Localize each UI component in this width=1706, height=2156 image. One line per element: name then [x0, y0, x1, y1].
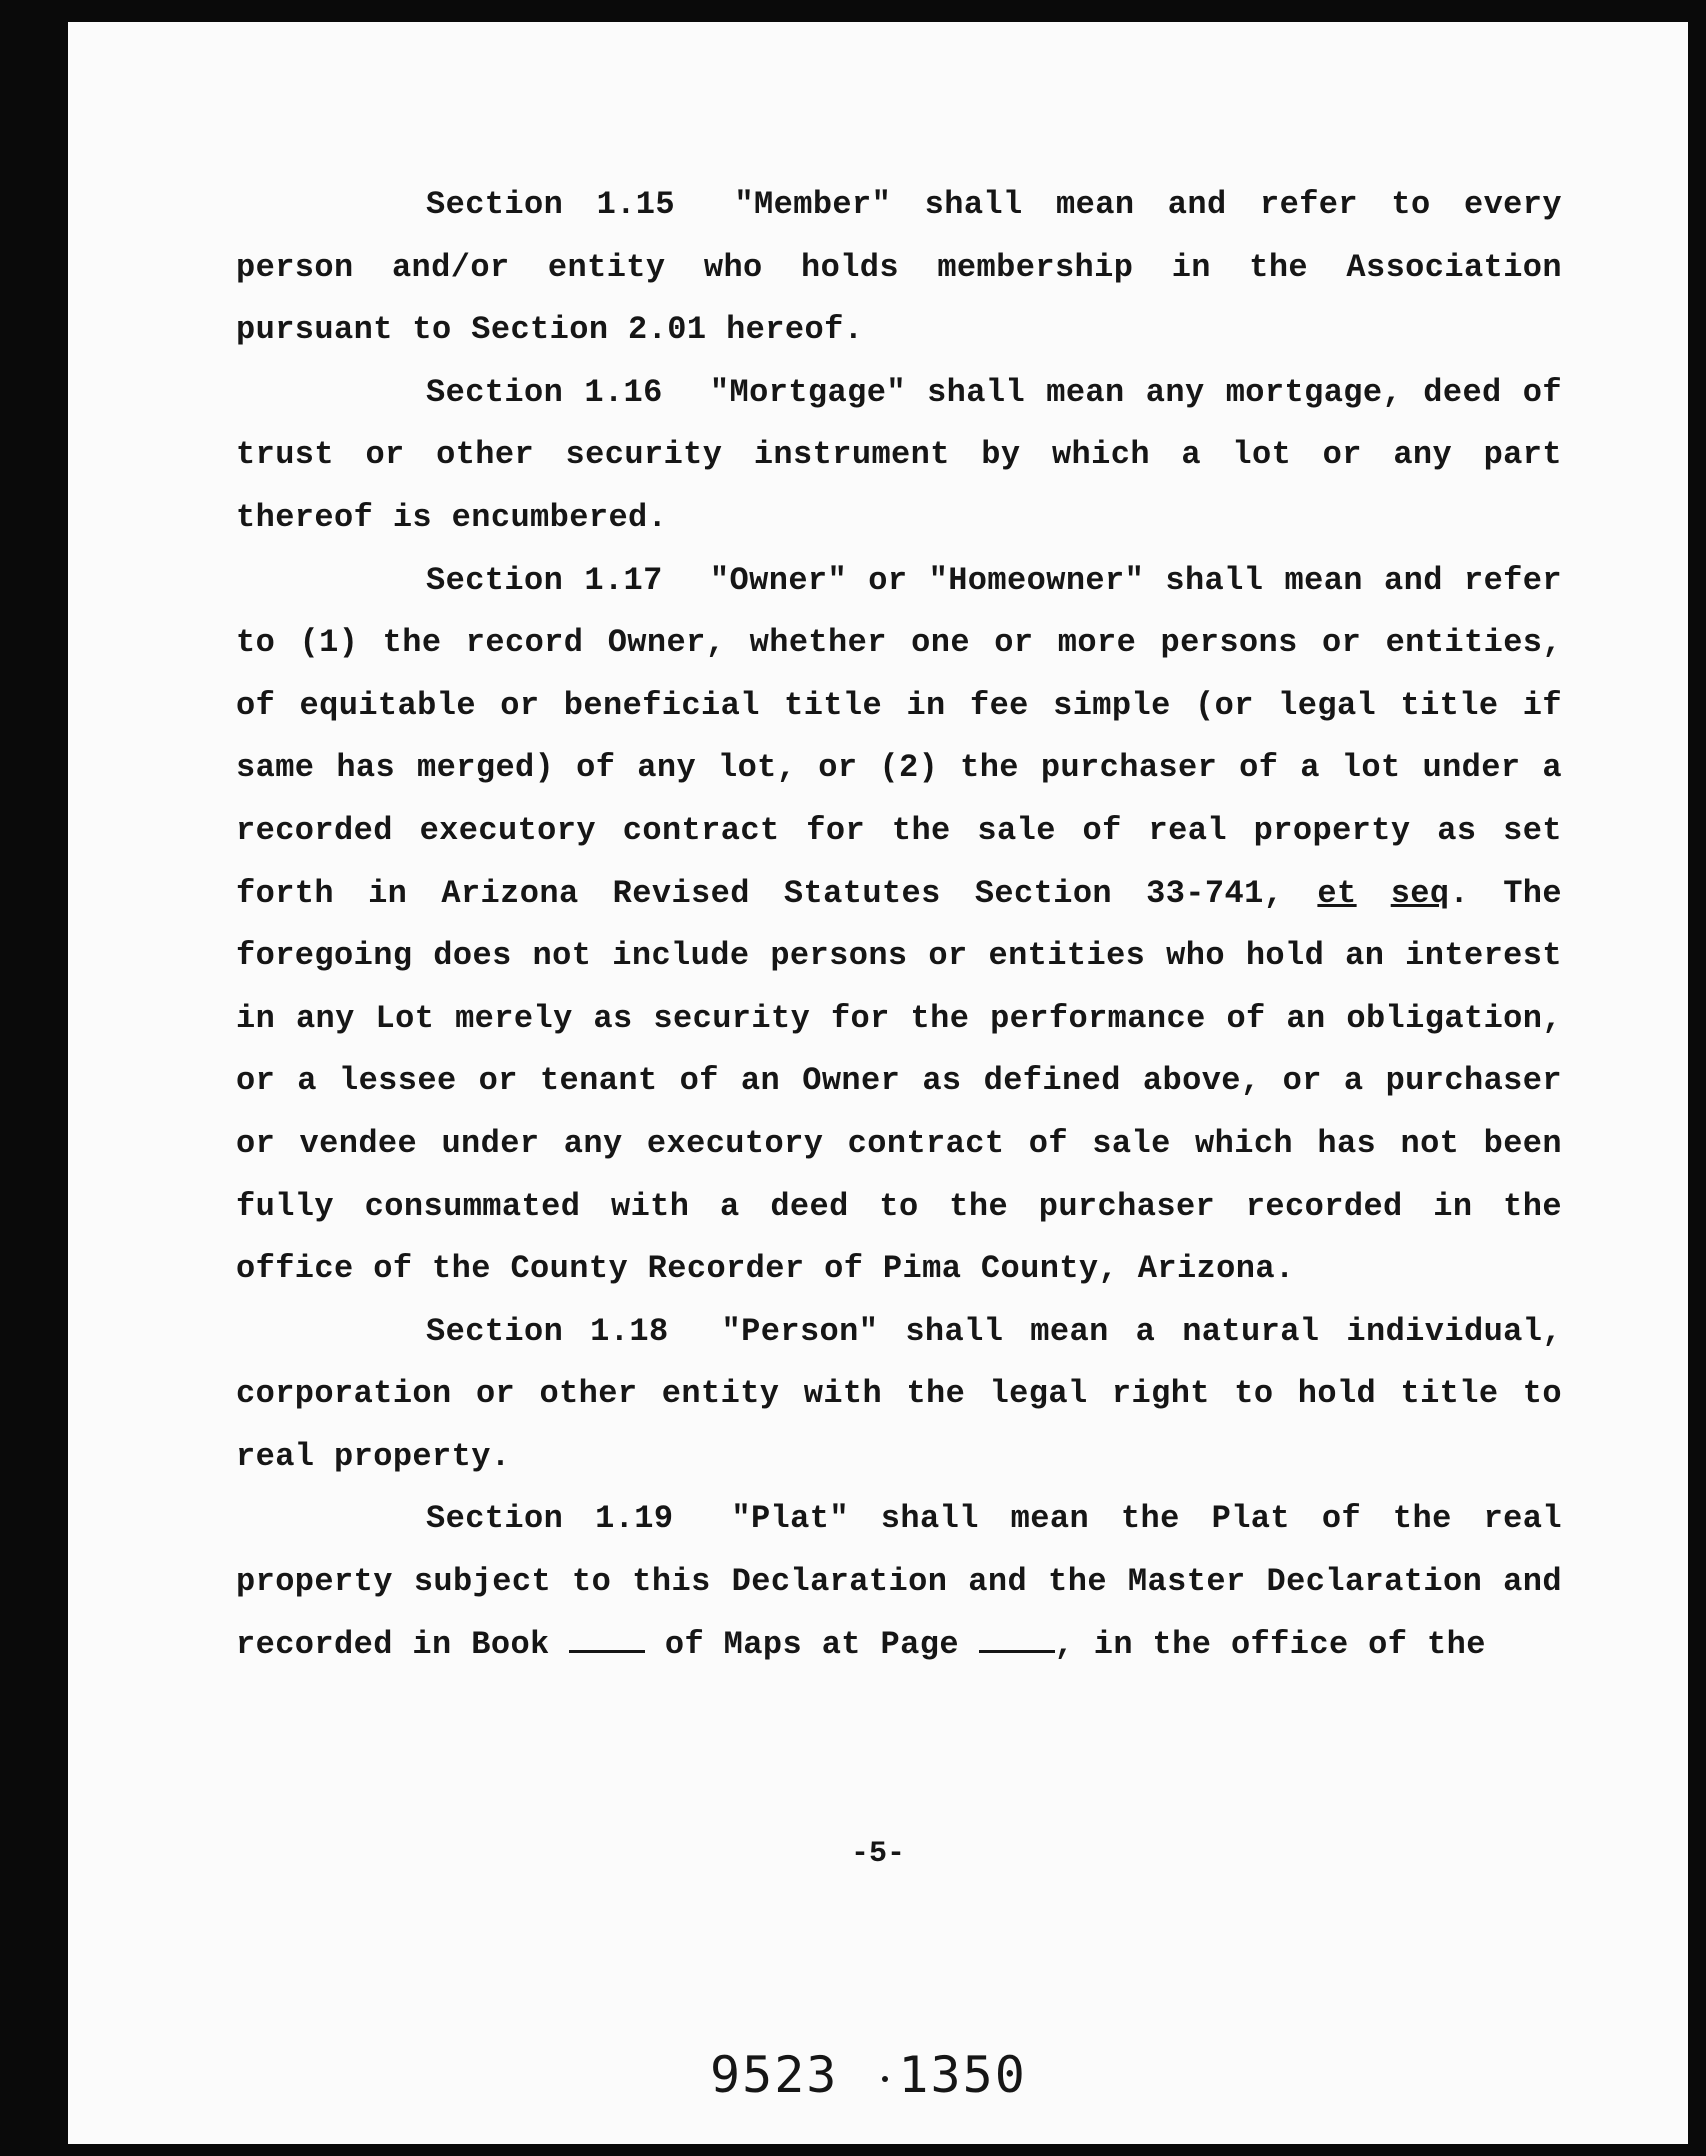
section-text-continued: The foregoing does not include persons or entities who hold an interest in any Lot merely as security for the performance of an obligation, or a lessee or tenant of an Owner as defined above, or a purchaser or vendee under any executory contract of sale which has not been fully consummated with a deed to the purchaser recorded in the office of the County Recorder of Pima County, Arizona.: [236, 874, 1562, 1288]
document-body: [236, 174, 1562, 1676]
section-number: Section 1.18: [426, 1312, 669, 1350]
docket-number: [710, 2046, 1027, 2104]
section-number: Section 1.16: [426, 373, 663, 411]
et-underlined: et: [1317, 874, 1357, 912]
document-page: [68, 22, 1688, 2144]
section-1-19: [236, 1488, 1562, 1676]
section-1-15: [236, 174, 1562, 362]
section-text: "Person" shall mean a natural individual, corporation or other entity with the legal right to hold title to real property.: [236, 1312, 1562, 1475]
section-number: Section 1.17: [426, 561, 663, 599]
book-blank: [569, 1628, 645, 1653]
page-number: -5-: [850, 1837, 905, 1871]
section-text-mid: of Maps at Page: [664, 1625, 959, 1663]
seq-underlined: seq: [1390, 874, 1450, 912]
section-1-16: [236, 362, 1562, 550]
section-1-18: [236, 1301, 1562, 1489]
section-text: "Member" shall mean and refer to every person and/or entity who holds membership in the Association pursuant to Section 2.01 hereof.: [236, 186, 1562, 349]
docket-dot: [882, 2076, 888, 2082]
page-blank: [979, 1628, 1055, 1653]
section-number: Section 1.19: [426, 1500, 674, 1538]
docket-left: 9523: [710, 2046, 839, 2104]
docket-right: 1350: [898, 2046, 1027, 2104]
section-text: "Plat" shall mean the Plat of the real property subject to this Declaration and the Master Declaration and recorded in Book: [236, 1500, 1562, 1663]
section-text-end: , in the office of the: [1054, 1625, 1486, 1663]
section-number: Section 1.15: [426, 186, 676, 223]
section-text: "Mortgage" shall mean any mortgage, deed of trust or other security instrument by which a lot or any part thereof is encumbered.: [236, 373, 1562, 536]
section-text: "Owner" or "Homeowner" shall mean and refer to (1) the record Owner, whether one or more persons or entities, of equitable or beneficial title in fee simple (or legal title if same has merged) of any lot, or (2) the purchaser of a lot under a recorded executory contract for the sale of real property as set forth in Arizona Revised Statutes Section 33-741,: [236, 561, 1562, 912]
section-1-17: Section 1.17 "Owner" or "Homeowner" shall mean and refer to (1) the record Owner, whether one or more persons or entities, of equitable or beneficial title in fee simple (or legal title if same has merged) of any lot, or (2) the purchaser of a lot under a recorded executory contract for the sale of real property as set forth in Arizona Revised Statutes Section 33-741, et seq. The foregoing does not include persons or entities who hold an interest in any Lot merely as security for the performance of an obligation, or a lessee or tenant of an Owner as defined above, or a purchaser or vendee under any executory contract of sale which has not been fully consummated with a deed to the purchaser recorded in the office of the County Recorder of Pima County, Arizona.: [236, 561, 1562, 1288]
